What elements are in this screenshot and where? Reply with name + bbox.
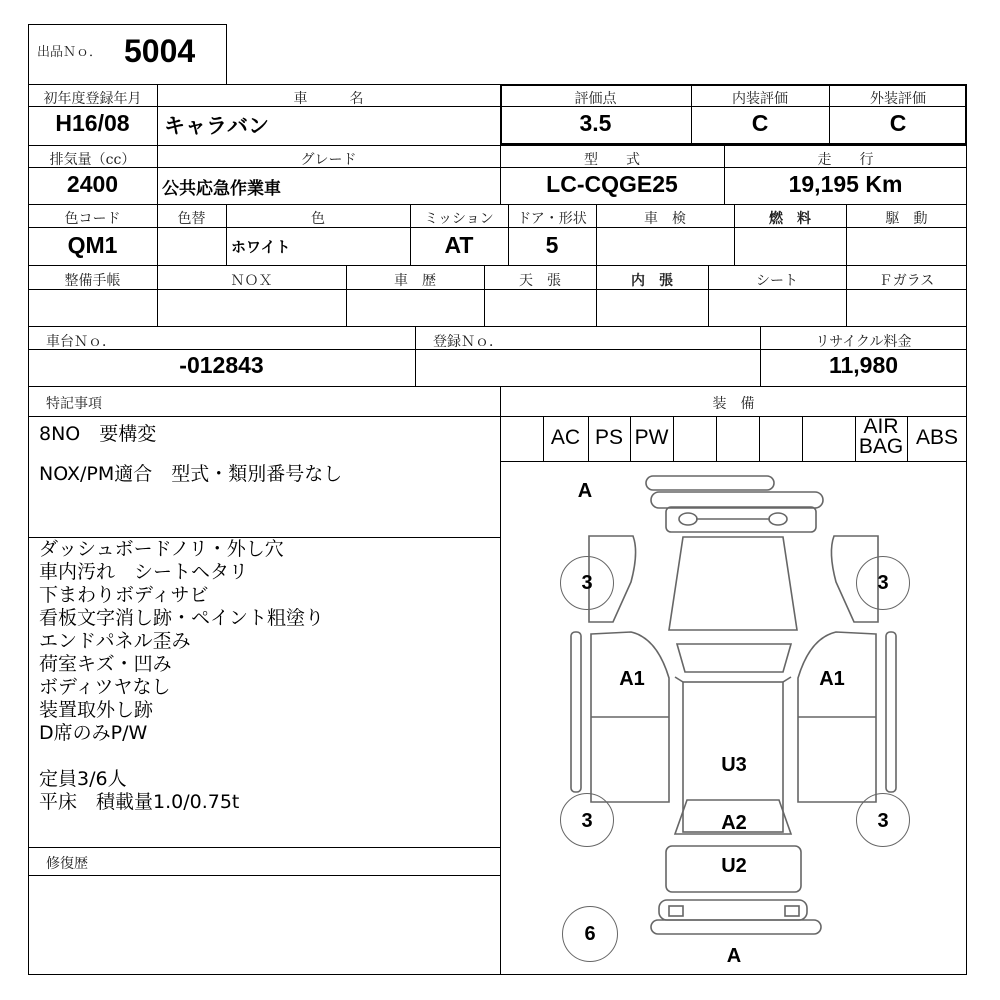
grade-label: グレード [300, 152, 357, 168]
maintenance-label: 整備手帳 [64, 273, 121, 289]
car-name-label: 車 名 [293, 91, 364, 107]
inspection-label: 車 検 [644, 211, 686, 227]
history-label: 車 歴 [394, 273, 436, 289]
car-damage-diagram [501, 462, 966, 974]
equip-abs: ABS [915, 426, 959, 449]
lot-label: 出品Ｎｏ． [37, 45, 103, 60]
mission-label: ミッション [424, 211, 494, 227]
chassis-number: -012843 [179, 352, 264, 378]
interior-trim-label: 内 張 [631, 273, 673, 289]
exterior-label: 外装評価 [870, 91, 926, 107]
equip-airbag: AIR BAG [858, 415, 904, 458]
displacement: 2400 [66, 171, 119, 197]
notes-label: 特記事項 [46, 396, 102, 412]
color-code-label: 色コード [64, 211, 121, 227]
equipment-label: 装 備 [712, 396, 755, 412]
exterior-grade: C [889, 110, 907, 136]
registration-label: 登録Ｎｏ． [433, 334, 503, 350]
equip-ac: AC [550, 426, 581, 449]
damage-tailgate: A2 [721, 812, 747, 834]
drive-label: 駆 動 [885, 211, 928, 227]
recycle-label: リサイクル料金 [815, 334, 912, 350]
equip-pw: PW [634, 426, 669, 449]
door-label: ドア・形状 [517, 211, 587, 227]
seat-label: シート [756, 273, 798, 289]
score-label: 評価点 [574, 91, 617, 107]
fglass-label: Ｆガラス [878, 273, 935, 289]
damage-tire-rl: 3 [581, 810, 593, 832]
damage-rear-panel: U2 [721, 855, 747, 877]
repair-history-label: 修復歴 [46, 856, 88, 872]
model-label: 型 式 [584, 152, 640, 168]
damage-cargo: U3 [721, 754, 747, 776]
score-value: 3.5 [579, 110, 612, 136]
sunroof-label: 天 張 [519, 273, 561, 289]
fuel-label: 燃 料 [769, 211, 811, 227]
color: ホワイト [231, 238, 291, 256]
damage-rear: A [726, 945, 742, 967]
first-registration: H16/08 [55, 110, 130, 136]
notes-detail: ダッシュボードノリ・外し穴 車内汚れ シートヘタリ 下まわりボディサビ 看板文字消し跡・ペイント粗塗り エンドパネル歪み 荷室キズ・凹み ボディツヤなし 装置取外し跡 D席のみP/W 定員3/6人 平床 積載量1.0/0.75t [39, 538, 325, 813]
lot-box [28, 24, 227, 84]
notes-line-1: 8NO 要構変 [39, 423, 157, 445]
color-label: 色 [311, 211, 325, 227]
displacement-label: 排気量（cc） [49, 152, 136, 168]
damage-left-side: A1 [619, 668, 645, 690]
doors: 5 [545, 232, 559, 258]
year-label: 初年度登録年月 [43, 91, 142, 107]
grade: 公共応急作業車 [162, 179, 281, 199]
damage-right-side: A1 [819, 668, 845, 690]
color-code: QM1 [67, 232, 118, 258]
nox-label: ＮＯＸ [230, 273, 273, 289]
notes-line-2: NOX/PM適合 型式・類別番号なし [39, 463, 343, 485]
car-name: キャラバン [164, 114, 269, 138]
model-code: LC-CQGE25 [546, 171, 678, 197]
damage-tire-fl: 3 [581, 572, 593, 594]
chassis-label: 車台Ｎｏ． [46, 334, 116, 350]
interior-label: 内装評価 [732, 91, 788, 107]
damage-front: A [577, 480, 593, 502]
equip-ps: PS [594, 426, 623, 449]
mileage-label: 走 行 [817, 152, 874, 168]
mileage: 19,195 Km [788, 171, 903, 197]
interior-grade: C [751, 110, 769, 136]
repaint-label: 色替 [177, 211, 206, 227]
damage-spare: 6 [584, 923, 596, 945]
lot-number: 5004 [124, 33, 196, 69]
mission: AT [444, 232, 474, 258]
damage-tire-fr: 3 [877, 572, 889, 594]
damage-tire-rr: 3 [877, 810, 889, 832]
recycle-fee: 11,980 [828, 352, 899, 378]
